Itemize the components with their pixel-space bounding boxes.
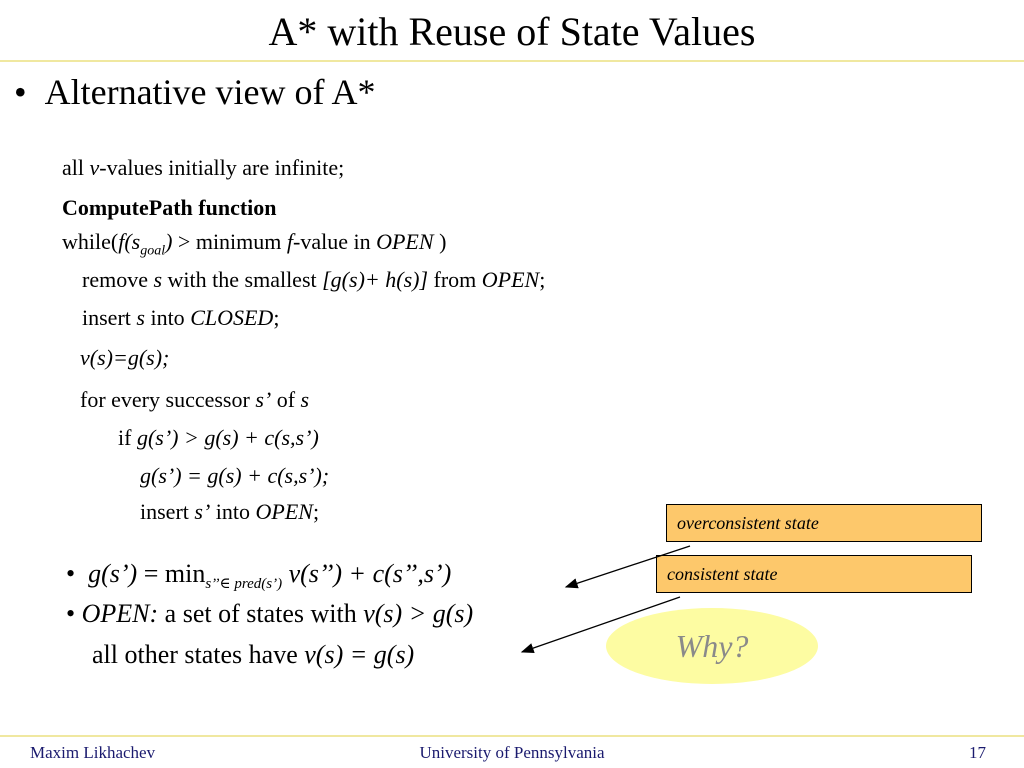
consistent-callout: consistent state — [656, 555, 972, 593]
code-for-line: for every successor s’ of s — [80, 387, 310, 412]
bullet-open-definition: • OPEN: a set of states with v(s) > g(s) — [66, 599, 474, 628]
code-if-line: if g(s’) > g(s) + c(s,s’) — [118, 425, 319, 450]
code-remove-line: remove s with the smallest [g(s)+ h(s)] from OPEN; — [82, 267, 546, 292]
code-line-init: all v-values initially are infinite; — [62, 155, 345, 180]
line-other-states: all other states have v(s) = g(s) — [92, 640, 415, 669]
footer-institution: University of Pennsylvania — [419, 743, 605, 762]
bullet-dot: • — [14, 72, 27, 112]
footer-page-number: 17 — [969, 743, 986, 762]
code-function-header: ComputePath function — [62, 195, 277, 220]
bullet-g-definition: • g(s’) = $\min_{s’’\in pred(s’)}$ v(s’’) + c(s’’,s’) — [66, 559, 452, 593]
slide-title: A* with Reuse of State Values — [268, 9, 756, 54]
why-bubble: Why? — [606, 608, 818, 684]
code-g-assign-line: g(s’) = g(s) + c(s,s’); — [140, 463, 330, 488]
arrow-overconsistent — [566, 546, 690, 587]
main-bullet-text: Alternative view of A* — [44, 72, 376, 112]
overconsistent-callout: overconsistent state — [666, 504, 982, 542]
footer-divider — [0, 735, 1024, 737]
code-v-assign-line: v(s)=g(s); — [80, 345, 170, 370]
code-insert-open-line: insert s’ into OPEN; — [140, 499, 320, 524]
footer-author: Maxim Likhachev — [30, 743, 156, 762]
arrow-consistent — [522, 597, 680, 652]
code-while-line: $while(f(s_{goal})$ > minimum f-value in OPEN ) — [62, 229, 447, 259]
code-insert-closed-line: insert s into CLOSED; — [82, 305, 280, 330]
